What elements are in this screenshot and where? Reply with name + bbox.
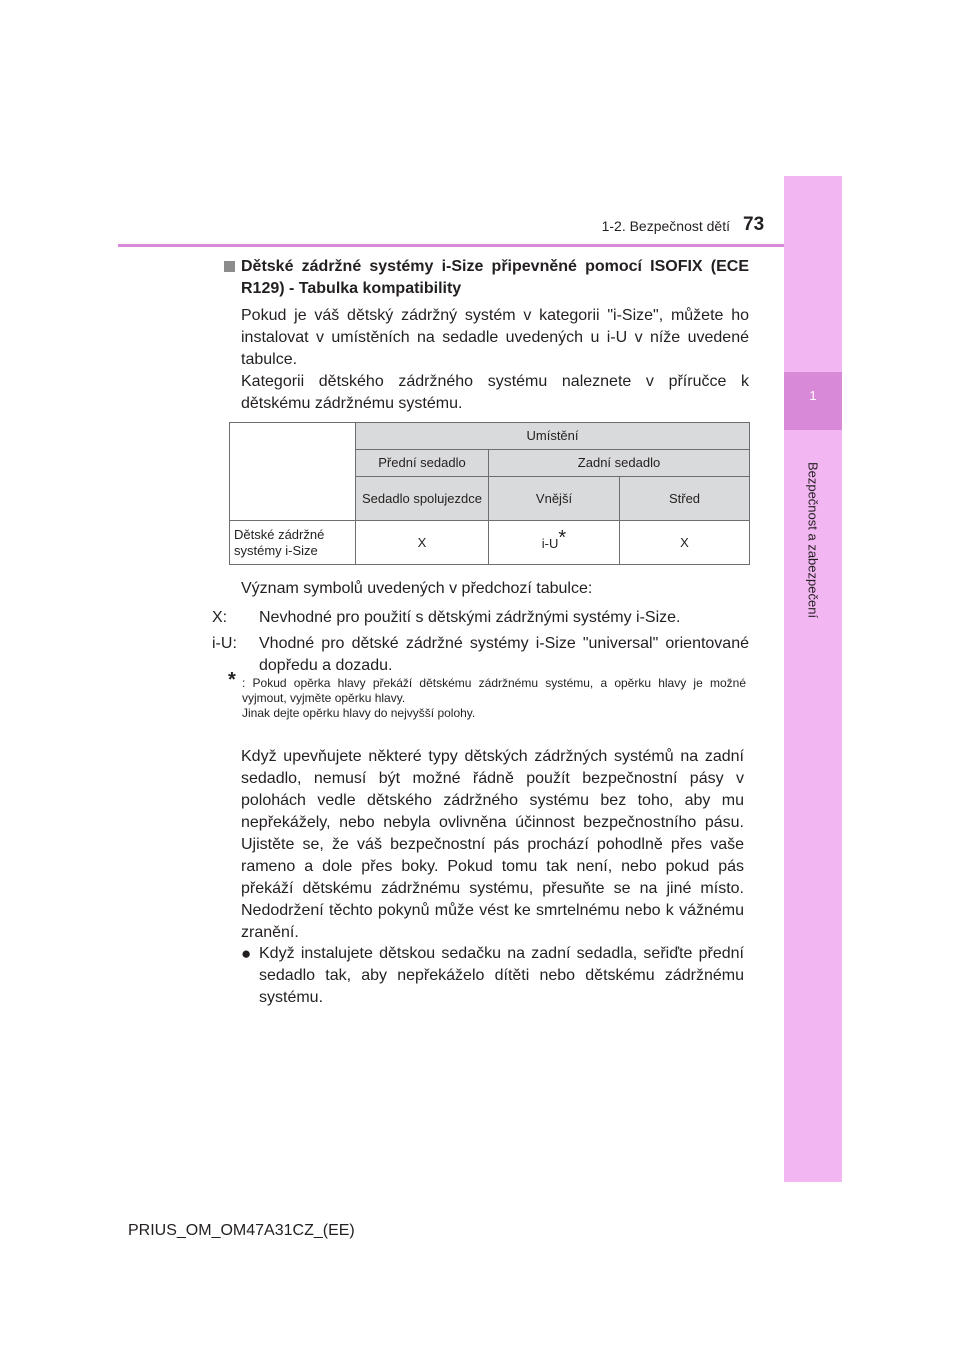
chapter-side-tab xyxy=(784,176,842,1182)
table-header-passenger-seat: Sedadlo spolujezdce xyxy=(356,477,489,521)
header-rule xyxy=(118,244,784,247)
page-number: 73 xyxy=(743,214,765,235)
table-header-umisteni: Umístění xyxy=(356,423,750,450)
legend xyxy=(212,578,749,681)
section-title: 1-2. Bezpečnost dětí xyxy=(601,218,730,234)
table-cell-outer-value: i-U xyxy=(541,535,559,551)
bullet-text: Když instalujete dětskou sedačku na zadní sedadla, seřiďte přední sedadlo tak, aby nepřekáželo dítěti nebo dětskému zádržnému systému. xyxy=(259,945,744,1006)
legend-text-iu: Vhodné pro dětské zádržné systémy i-Size "universal" orientované dopředu a dozadu. xyxy=(259,635,749,674)
table-corner-cell xyxy=(230,423,356,521)
intro-paragraph-1: Pokud je váš dětský zádržný systém v kategorii "i-Size", můžete ho instalovat v umístěních na sedadle uvedených u i-U v níže uvedené tabulce. xyxy=(241,307,749,368)
section-heading xyxy=(224,256,749,300)
chapter-title: Bezpečnost a zabezpečení xyxy=(805,461,821,619)
legend-title: Význam symbolů uvedených v předchozí tabulce: xyxy=(241,580,593,597)
section-heading-text: Dětské zádržné systémy i-Size připevněné pomocí ISOFIX (ECE R129) - Tabulka kompatibility xyxy=(241,258,749,297)
main-content xyxy=(224,256,749,415)
chapter-number: 1 xyxy=(809,388,817,403)
legend-symbol-iu: i-U: xyxy=(212,635,237,652)
legend-symbol-x: X: xyxy=(212,609,228,626)
table-header-rear-seat: Zadní sedadlo xyxy=(489,450,750,477)
footnote-text: : Pokud opěrka hlavy překáží dětskému zádržnému systému, a opěrku hlavy je možné vyjmout, vyjměte opěrku hlavy. xyxy=(242,676,746,705)
bullet-item xyxy=(241,943,744,1009)
round-bullet-icon: ● xyxy=(241,944,252,963)
table-cell-center: X xyxy=(620,521,750,565)
table-header-outer: Vnější xyxy=(489,477,620,521)
table-row-label: Dětské zádržné systémy i-Size xyxy=(230,521,356,565)
compatibility-table xyxy=(229,422,750,565)
table-cell-outer xyxy=(489,521,620,565)
table-header-center: Střed xyxy=(620,477,750,521)
table-header-front-seat: Přední sedadlo xyxy=(356,450,489,477)
table-cell-front: X xyxy=(356,521,489,565)
footnote-star-icon: * xyxy=(558,526,567,549)
square-bullet-icon xyxy=(224,261,235,272)
intro-paragraph-2: Kategorii dětského zádržného systému naleznete v příručce k dětskému zádržnému systému. xyxy=(241,373,749,412)
footnote-marker: * xyxy=(228,669,236,691)
legend-text-x: Nevhodné pro použití s dětskými zádržnými systémy i-Size. xyxy=(259,609,681,626)
intro-text xyxy=(224,305,749,415)
legend-item-x xyxy=(212,607,749,629)
footnote xyxy=(228,669,746,721)
footer-document-code: PRIUS_OM_OM47A31CZ_(EE) xyxy=(128,1222,355,1239)
footnote-text-2: Jinak dejte opěrku hlavy do nejvyšší polohy. xyxy=(242,706,476,720)
legend-item-iu xyxy=(212,633,749,677)
warning-paragraph: Když upevňujete některé typy dětských zádržných systémů na zadní sedadlo, nemusí být možné řádně použít bezpečnostní pásy v polohách vedle dětského zádržného systému bez toho, aby mu nepřekážely, nebo nebyla ovlivněna účinnost bezpečnostního pásu. Ujistěte se, že váš bezpečnostní pás prochází pohodlně přes vaše rameno a dole přes boky. Pokud tomu tak není, nebo pokud pás překáží dětskému zádržnému systému, přesuňte se na jiné místo. Nedodržení těchto pokynů může vést ke smrtelnému nebo k vážnému zranění. xyxy=(241,748,744,941)
